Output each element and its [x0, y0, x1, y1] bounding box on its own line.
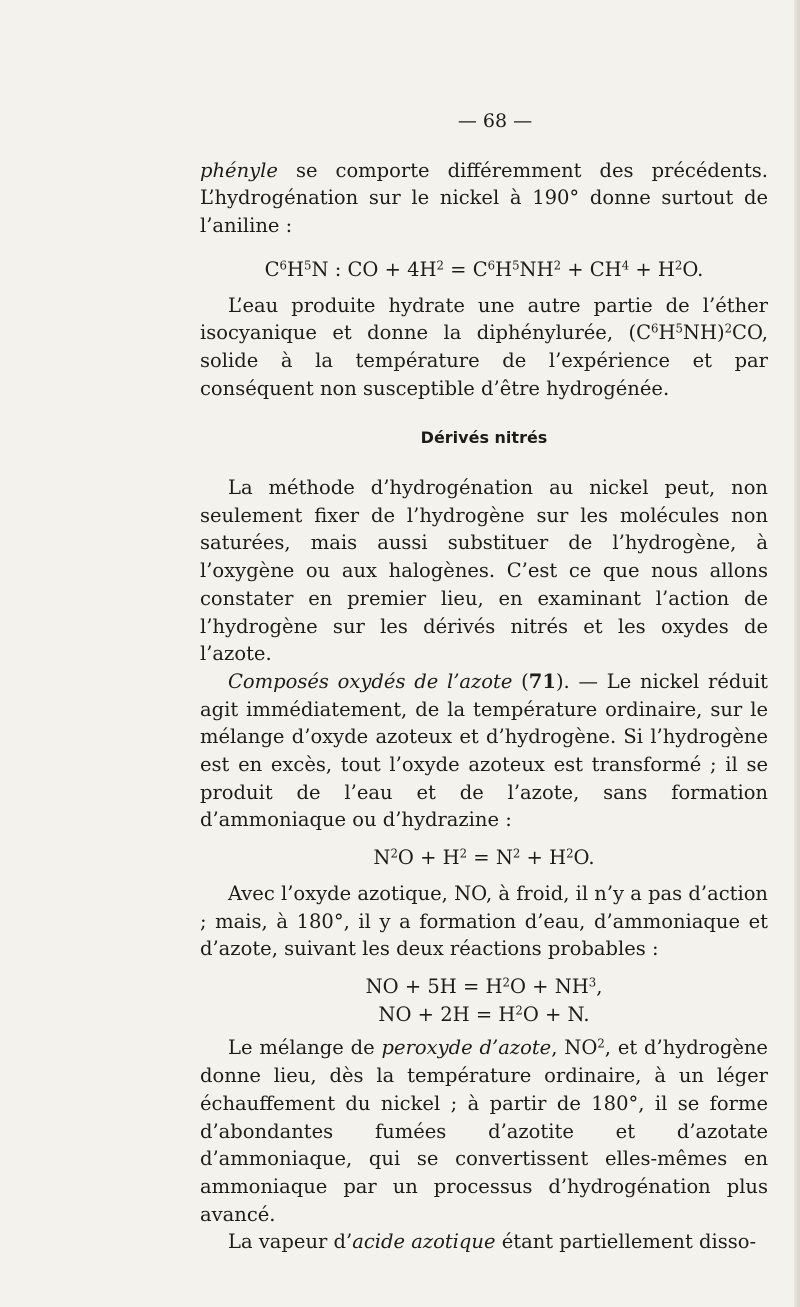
section-heading: Dérivés nitrés: [420, 428, 548, 448]
paragraph-2: L’eau produite hydrate une autre partie de l’éther isocyanique et donne la diphénylurée, $(C^6H^5NH)^2CO$, solide à la température de l’expérience et par conséquent non susceptible d’être hydrogénée.: [200, 293, 768, 400]
paragraph-6: Le mélange de peroxyde d’azote, $NO^2$, et d’hydrogène donne lieu, dès la température ordinaire, à un léger échauffement du nickel ; à partir de 180°, il se forme d’abondantes fumées d’azotite et d’azotate d’ammoniaque, qui se convertissent elles-mêmes en ammoniaque par un processus d’hydrogénation plus avancé.: [200, 1036, 768, 1226]
page-number: — 68 —: [457, 110, 533, 132]
italic-term: acide azotique: [352, 1230, 496, 1254]
equation-nitrous-oxide: $N^2O + H^2 = N^2 + H^2O$.: [373, 846, 595, 870]
paragraph-3: La méthode d’hydrogénation au nickel peut, non seulement fixer de l’hydrogène sur les molécules non saturées, mais aussi substituer de l’hydrogène, à l’oxygène ou aux halogènes. C’est ce que nous allons constater en premier lieu, en examinant l’action de l’hydrogène sur les dérivés nitrés et les oxydes de l’azote.: [200, 476, 768, 666]
document-page: [200, 108, 768, 1256]
paragraph-1-text: se comporte différemment des précédents. L’hydrogénation sur le nickel à 190° donne surtout de l’aniline :: [200, 158, 768, 238]
italic-term: phényle: [200, 158, 278, 182]
equation-aniline: $C^6H^5N$ : CO + $4H^2 = C^6H^5NH^2 + CH^4 + H^2O$.: [264, 257, 704, 281]
paragraph-7: La vapeur d’acide azotique étant partiellement disso-: [228, 1230, 757, 1254]
italic-term: peroxyde d’azote: [381, 1036, 552, 1060]
paragraph-5: Avec l’oxyde azotique, NO, à froid, il n’y a pas d’action ; mais, à 180°, il y a formation d’eau, d’ammoniaque et d’azote, suivant les deux réactions probables :: [200, 881, 768, 961]
paragraph-1: [200, 157, 768, 240]
page-edge: [794, 0, 800, 1307]
equation-nitric-oxide-2: NO + $2H = H^2O + N$.: [378, 1002, 590, 1026]
equation-nitric-oxide-1: NO + $5H = H^2O + NH^3$,: [365, 974, 603, 998]
reference-number: 71: [528, 669, 556, 693]
paragraph-4: Composés oxydés de l’azote (71). — Le nickel réduit agit immédiatement, de la température ordinaire, sur le mélange d’oxyde azoteux et d’hydrogène. Si l’hydrogène est en excès, tout l’oxyde azoteux est transformé ; il se produit de l’eau et de l’azote, sans formation d’ammoniaque ou d’hydrazine :: [200, 669, 769, 832]
italic-term: Composés oxydés de l’azote: [228, 669, 513, 693]
